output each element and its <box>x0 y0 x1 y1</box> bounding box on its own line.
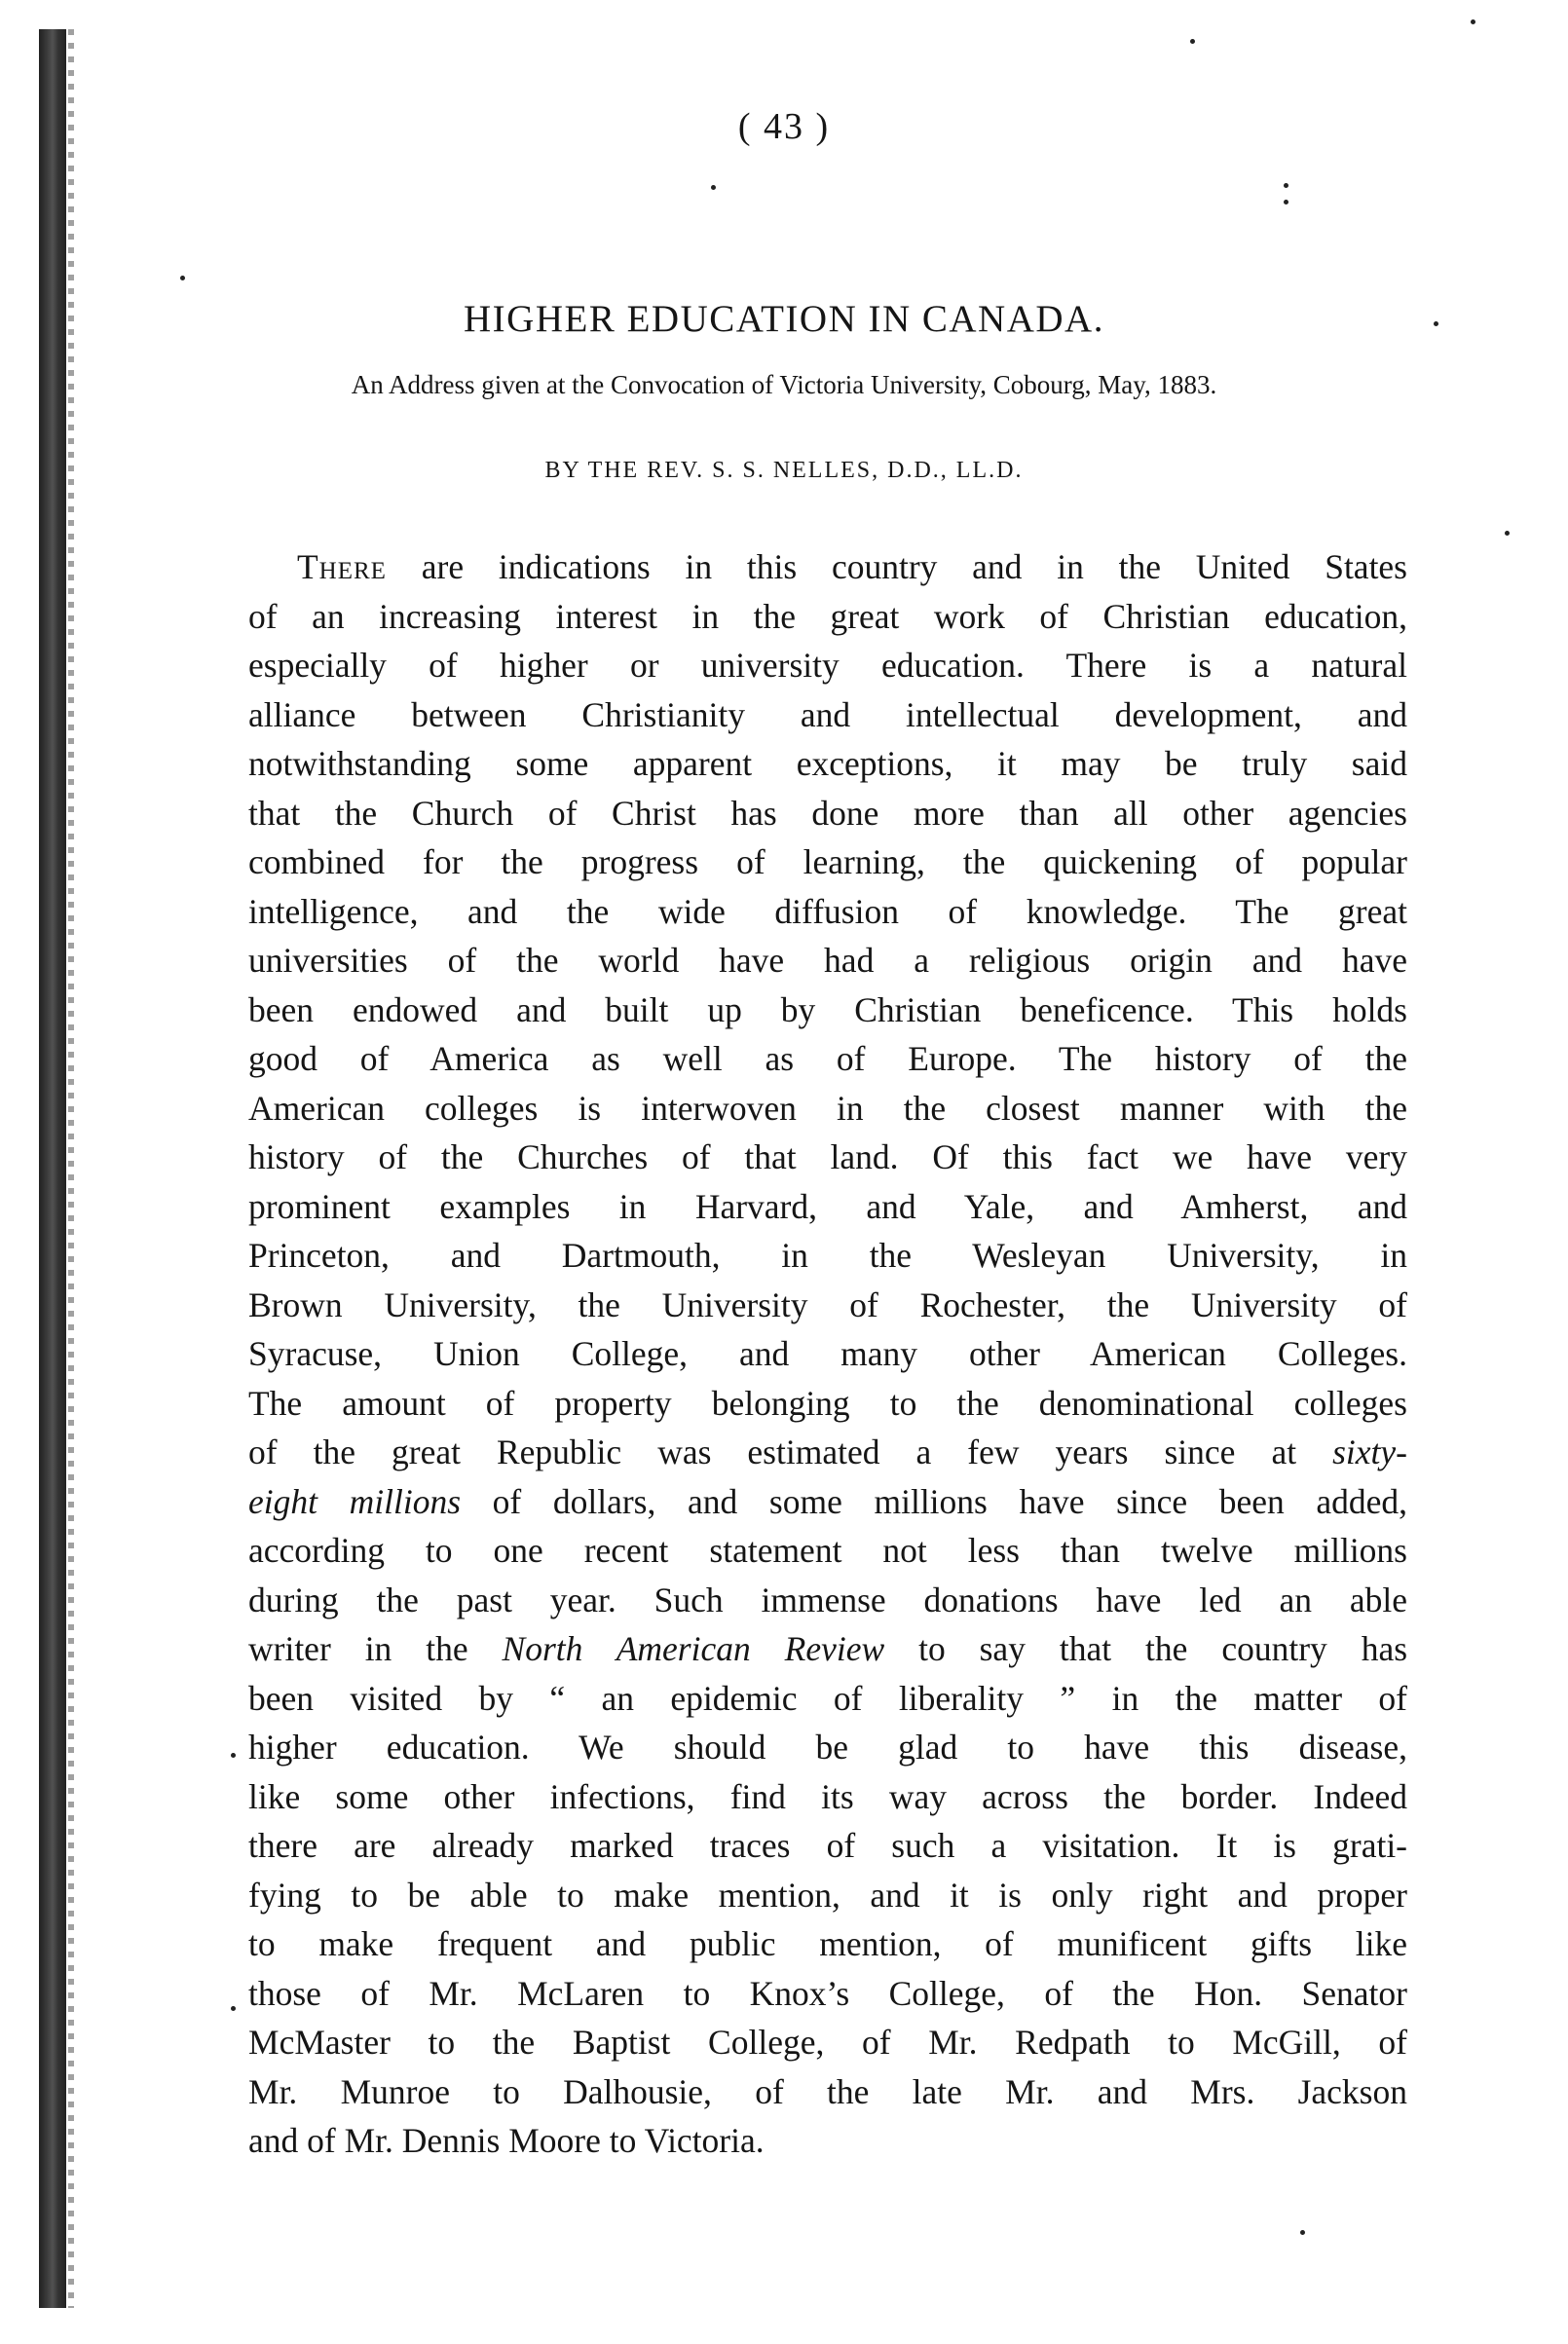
italic-phrase: eight millions <box>248 1481 462 1521</box>
paragraph-line: The amount of property belonging to the denominational colleges <box>248 1383 1407 1423</box>
print-speck <box>231 1753 236 1758</box>
body-paragraph <box>248 542 1407 2166</box>
print-speck <box>231 2006 236 2011</box>
print-speck <box>1284 200 1288 205</box>
paragraph-line: universities of the world have had a religious origin and have <box>248 941 1407 980</box>
paragraph-line: intelligence, and the wide diffusion of knowledge. The great <box>248 891 1407 931</box>
paragraph-line: especially of higher or university education. There is a natural <box>248 646 1407 685</box>
print-speck <box>1505 531 1510 536</box>
print-speck <box>1190 39 1195 44</box>
paragraph-line: to make frequent and public mention, of munificent gifts like <box>248 1924 1407 1963</box>
paragraph-line: Mr. Munroe to Dalhousie, of the late Mr. and Mrs. Jackson <box>248 2071 1407 2111</box>
paragraph-line: fying to be able to make mention, and it is only right and proper <box>248 1875 1407 1915</box>
paragraph-line: been endowed and built up by Christian beneficence. This holds <box>248 989 1407 1029</box>
italic-review-title: North American Review <box>502 1629 885 1668</box>
paragraph-line: like some other infections, find its way across the border. Indeed <box>248 1776 1407 1816</box>
paragraph-line: good of America as well as of Europe. The history of the <box>248 1039 1407 1078</box>
paragraph-line: of an increasing interest in the great work of Christian education, <box>248 596 1407 636</box>
paragraph-line: Syracuse, Union College, and many other American Colleges. <box>248 1334 1407 1373</box>
print-speck <box>1300 2230 1305 2235</box>
paragraph-line: during the past year. Such immense donations have led an able <box>248 1580 1407 1619</box>
article-title: HIGHER EDUCATION IN CANADA. <box>464 298 1104 340</box>
author-byline: BY THE REV. S. S. NELLES, D.D., LL.D. <box>544 458 1024 483</box>
paragraph-line: of the great Republic was estimated a few years since at sixty- <box>248 1432 1407 1471</box>
page-number: ( 43 ) <box>737 106 831 147</box>
paragraph-line: eight millions of dollars, and some millions have since been added, <box>248 1481 1408 1521</box>
print-speck <box>711 185 716 190</box>
paragraph-line: been visited by “ an epidemic of liberality ” in the matter of <box>248 1678 1407 1718</box>
print-speck <box>1284 183 1288 188</box>
print-speck <box>1471 19 1475 24</box>
paragraph-line: alliance between Christianity and intellectual development, and <box>248 694 1407 734</box>
paragraph-line: Brown University, the University of Rochester, the University of <box>248 1284 1407 1324</box>
article-subtitle: An Address given at the Convocation of Victoria University, Cobourg, May, 1883. <box>351 370 1217 399</box>
italic-phrase: sixty- <box>1332 1432 1407 1471</box>
paragraph-line: prominent examples in Harvard, and Yale, and Amherst, and <box>248 1186 1407 1226</box>
paragraph-line: McMaster to the Baptist College, of Mr. Redpath to McGill, of <box>248 2023 1407 2062</box>
print-speck <box>180 276 185 280</box>
paragraph-line: notwithstanding some apparent exceptions, it may be truly said <box>248 744 1407 783</box>
paragraph-line: higher education. We should be glad to have this disease, <box>248 1728 1407 1767</box>
drop-word: There <box>297 547 387 586</box>
paragraph-line: American colleges is interwoven in the closest manner with the <box>248 1088 1407 1128</box>
paragraph-line: according to one recent statement not less than twelve millions <box>248 1531 1407 1570</box>
paragraph-line: combined for the progress of learning, the quickening of popular <box>248 842 1407 881</box>
paragraph-line: There are indications in this country and in the United States <box>297 547 1407 586</box>
paragraph-line: and of Mr. Dennis Moore to Victoria. <box>248 2121 765 2160</box>
paragraph-line: there are already marked traces of such a visitation. It is grati- <box>248 1826 1407 1865</box>
paragraph-line: those of Mr. McLaren to Knox’s College, of the Hon. Senator <box>248 1973 1407 2013</box>
paragraph-line: Princeton, and Dartmouth, in the Wesleyan University, in <box>248 1236 1407 1275</box>
paragraph-line: writer in the North American Review to say that the country has <box>248 1629 1408 1668</box>
paragraph-line: history of the Churches of that land. Of this fact we have very <box>248 1137 1407 1176</box>
paragraph-line: that the Church of Christ has done more than all other agencies <box>248 793 1407 833</box>
